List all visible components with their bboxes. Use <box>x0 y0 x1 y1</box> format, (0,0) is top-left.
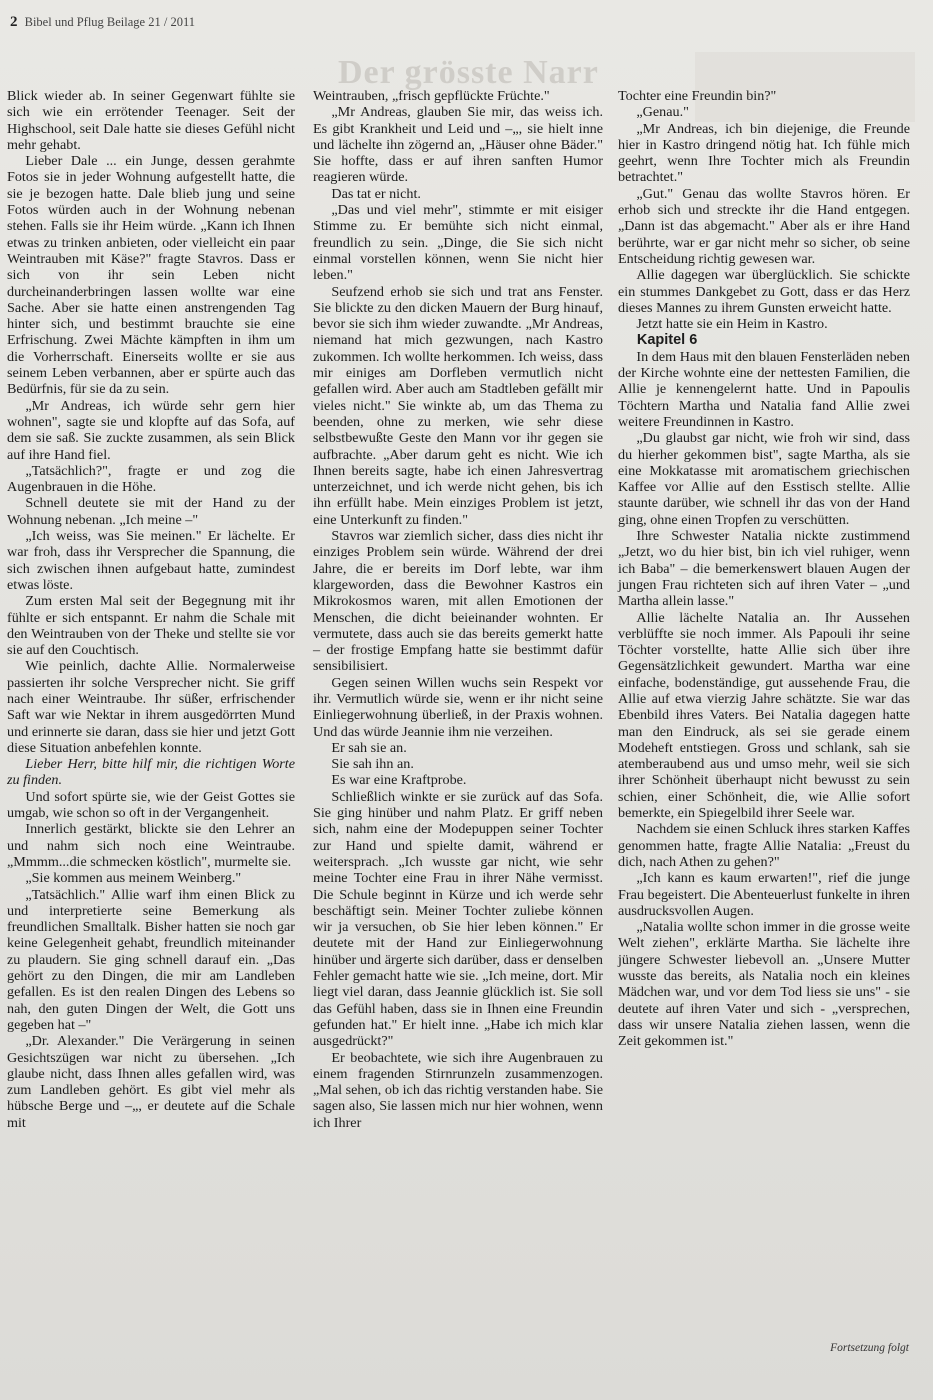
paragraph: Und sofort spürte sie, wie der Geist Gottes sie umgab, wie schon so oft in der Vergangenheit. <box>7 788 295 822</box>
paragraph: Weintrauben, „frisch gepflückte Früchte." <box>313 88 550 104</box>
paragraph: Seufzend erhob sie sich und trat ans Fenster. Sie blickte zu den dicken Mauern der Burg hinauf, bevor sie sich ihm wieder zuwandte. „Mr Andreas, niemand hat mich gezwungen, nach Kastro zukommen. Ich wollte herkommen. Ich weiss, dass mir einiges am Dorfleben vermutlich nicht gefallen wird. Aber auch am Stadtleben gefällt mir vieles nicht." Sie winkte ab, um das Thema zu beenden, ohne zu merken, wie sehr diese selbstbewußte Geste den Mann vor ihr gegen sie aufbrachte. „Aber darum geht es nicht. Wie ich Ihnen bereits sagte, habe ich einen Jahresvertrag unterzeichnet, und ich werde nicht gehen, bis ich ihn erfüllt habe. Mein einziges Problem ist jetzt, eine Unterkunft zu finden." <box>313 283 603 528</box>
paragraph: „Ich weiss, was Sie meinen." Er lächelte. Er war froh, dass ihr Versprecher die Spannung, die sich zwischen ihnen aufgebaut hatte, zumindest etwas löste. <box>7 528 295 593</box>
text-column-2 <box>313 88 603 1131</box>
paragraph: „Sie kommen aus meinem Weinberg." <box>25 870 242 887</box>
paragraph: „Du glaubst gar nicht, wie froh wir sind, dass du hierher gekommen bist", sagte Martha, als sie eine Mokkatasse mit aromatischem griechischen Kaffee vor Allie auf den Esstisch stellte. Allie staunte darüber, wie schnell ihr das von der Hand ging, ohne einen Tropfen zu verschütten. <box>618 430 910 528</box>
paragraph: Innerlich gestärkt, blickte sie den Lehrer an und nahm sich noch eine Weintraube. „Mmmm...die schmecken köstlich", murmelte sie. <box>7 821 295 870</box>
paragraph: „Dr. Alexander." Die Verärgerung in seinen Gesichtszügen war nicht zu übersehen. „Ich glaube nicht, dass Ihnen alles gefallen wird, was zum Landleben gehört. Es gibt viel mehr als hübsche Berge und –„, er deutete auf die Schale mit <box>7 1033 295 1131</box>
paragraph: „Mr Andreas, ich würde sehr gern hier wohnen", sagte sie und klopfte auf das Sofa, auf dem sie saß. Sie zuckte zusammen, als sein Blick auf ihre Hand fiel. <box>7 397 295 463</box>
paragraph: „Tatsächlich?", fragte er und zog die Augenbrauen in die Höhe. <box>7 462 295 496</box>
paragraph: „Ich kann es kaum erwarten!", rief die junge Frau begeistert. Die Abenteuerlust funkelte in ihren ausdrucksvollen Augen. <box>618 870 910 919</box>
paragraph: „Natalia wollte schon immer in die grosse weite Welt ziehen", erklärte Martha. Sie lächelte ihre jüngere Schwester liebevoll an. „Unsere Mutter wusste das bereits, als Natalia noch ein kleines Mädchen war, und vor dem Tod liess sie uns" - sie deutete auf ihren Vater und sich - „versprechen, dass wir unsere Natalia ziehen lassen, wenn die Zeit gekommen ist." <box>618 919 910 1050</box>
paragraph: „Tatsächlich." Allie warf ihm einen Blick zu und interpretierte seine Bemerkung als freundlichen Smalltalk. Bisher hatten sie noch gar keine Gelegenheit gehabt, freundlich miteinander zu plaudern. Sie ging schnell darauf ein. „Das gehört zu den Dingen, die mir am Landleben gefallen. Es ist den realen Dingen des Lebens so nah, den guten Dingen der Welt, die Gott uns gegeben hat –" <box>7 886 295 1033</box>
paragraph: „Das und viel mehr", stimmte er mit eisiger Stimme zu. Er bemühte sich nicht einmal, freundlich zu sein. „Dinge, die Sie sich nicht einmal vorstellen können, wenn Sie nicht hier leben." <box>313 202 603 284</box>
paragraph: Stavros war ziemlich sicher, dass dies nicht ihr einziges Problem sein würde. Während der drei Jahre, die er bereits im Dorf lebte, war ihm klargeworden, dass die Bewohner Kastros ein Mikrokosmos waren, mit allen Emotionen der Menschen, die dicht beieinander wohnten. Er vermutete, dass auch sie das bereits gemerkt hatte – der frostige Empfang hatte sie bestimmt dafür sensibilisiert. <box>313 528 603 675</box>
paragraph: Nachdem sie einen Schluck ihres starken Kaffes genommen hatte, fragte Allie Natalia: „Freust du dich, nach Athen zu gehen?" <box>618 821 910 870</box>
paragraph: Sie sah ihn an. <box>331 756 414 773</box>
paragraph: Schnell deutete sie mit der Hand zu der Wohnung nebenan. „Ich meine –" <box>7 495 295 528</box>
paragraph: Er beobachtete, wie sich ihre Augenbrauen zu einem fragenden Stirnrunzeln zusammenzogen. „Mal sehen, ob ich das richtig verstanden habe. Sie sagen also, Sie lassen mich nur hier wohnen, wenn ich Ihrer <box>313 1049 603 1131</box>
text-column-1 <box>7 88 295 1131</box>
paragraph: Tochter eine Freundin bin?" <box>618 88 777 104</box>
paragraph: Lieber Herr, bitte hilf mir, die richtigen Worte zu finden. <box>7 756 295 789</box>
chapter-heading: Kapitel 6 <box>636 332 698 349</box>
paragraph: Ihre Schwester Natalia nickte zustimmend „Jetzt, wo du hier bist, bin ich viel ruhiger, wenn ich Baba" – die bemerkenswert blauen Augen der jungen Frau richteten sich auf ihren Vater – „und Martha allein lasse." <box>618 528 910 610</box>
bleed-through-title: Der grösste Narr <box>338 54 599 91</box>
publication-title: Bibel und Pflug Beilage 21 / 2011 <box>24 15 195 29</box>
paragraph: „Genau." <box>636 104 689 121</box>
paragraph: Das tat er nicht. <box>331 185 421 202</box>
paragraph: Es war eine Kraftprobe. <box>331 772 467 789</box>
paragraph: „Mr Andreas, glauben Sie mir, das weiss ich. Es gibt Krankheit und Leid und –„, sie hielt inne und lächelte ihn zögernd an, „Häuser ohne Bäder." Sie hoffte, dass er auf ihren sanften Humor reagieren würde. <box>313 104 603 186</box>
paragraph: Gegen seinen Willen wuchs sein Respekt vor ihr. Vermutlich würde sie, wenn er ihr nicht seine Einliegerwohnung überließ, in der Praxis wohnen. Und das würde Jeannie ihm nie verzeihen. <box>313 674 603 740</box>
paragraph: Jetzt hatte sie ein Heim in Kastro. <box>636 316 828 333</box>
paragraph: „Gut." Genau das wollte Stavros hören. Er erhob sich und streckte ihr die Hand entgegen. „Dann ist das abgemacht." Aber als er ihre Hand berührte, war er gar nicht mehr so sicher, ob seine Entscheidung richtig gewesen war. <box>618 185 910 267</box>
page-number: 2 <box>10 14 18 30</box>
paragraph: In dem Haus mit den blauen Fensterläden neben der Kirche wohnte eine der nettesten Familien, die Allie je kennengelernt hatte. Und in Papoulis Töchtern Martha und Natalia fand Allie zwei weitere Freundinnen in Kastro. <box>618 348 910 430</box>
page-header <box>10 14 195 31</box>
paragraph: Zum ersten Mal seit der Begegnung mit ihr fühlte er sich entspannt. Er nahm die Schale mit den Weintrauben von der Theke und stellte sie vor sie auf den Couchtisch. <box>7 593 295 659</box>
paragraph: Blick wieder ab. In seiner Gegenwart fühlte sie sich wie ein errötender Teenager. Seit der Highschool, seit Dale hatte sie dieses Gefühl nicht mehr gehabt. <box>7 88 295 153</box>
paragraph: Wie peinlich, dachte Allie. Normalerweise passierten ihr solche Versprecher nicht. Sie griff nach einer Weintraube. Ihr süßer, erfrischender Saft war wie Nektar in ihrem ausgedörrten Mund und erinnerte sie daran, dass sie hier und jetzt Gott diese Situation anbefehlen konnte. <box>7 658 295 756</box>
paragraph: „Mr Andreas, ich bin diejenige, die Freunde hier in Kastro dringend nötig hat. Ich fühle mich geehrt, wenn Ihre Tochter mich als Freundin betrachtet." <box>618 120 910 186</box>
paragraph: Schließlich winkte er sie zurück auf das Sofa. Sie ging hinüber und nahm Platz. Er griff neben sich, nahm eine der Modepuppen seiner Tochter zur Hand und spielte damit, während er weitersprach. „Ich wusste gar nicht, wie sehr meine Tochter eine Frau in ihrer Nähe vermisst. Die Schule beginnt in Kürze und ich werde sehr beschäftigt sein. Meiner Tochter zuliebe können wir ja versuchen, ob Sie hier leben können." Er deutete mit der Hand zur Einliegerwohnung hinüber und ärgerte sich darüber, dass er denselben Fehler gemacht hatte wie sie. „Ich meine, dort. Mir liegt viel daran, dass Jeannie glücklich ist. Sie soll das Gefühl haben, dass sie in Ihnen eine Freundin gefunden hat." Er hielt inne. „Habe ich mich klar ausgedrückt?" <box>313 788 603 1050</box>
paragraph: Allie dagegen war überglücklich. Sie schickte ein stummes Dankgebet zu Gott, dass er das Herz dieses Mannes zu ihrem Gunsten erweicht hatte. <box>618 267 910 316</box>
paragraph: Allie lächelte Natalia an. Ihr Aussehen verblüffte sie noch immer. Als Papouli ihr seine Töchter vorstellte, hatte Allie sich über ihre Gegensätzlichkeit gewundert. Martha war eine einfache, bodenständige, gut aussehende Frau, die Allie auf etwa vierzig Jahre schätzte. Sie war das Ebenbild ihres Vaters. Bei Natalia dagegen hatte man den Eindruck, als sei sie gerade einem Modeheft entstiegen. Gross und schlank, sah sie atemberaubend aus und umso mehr, weil sie sich ihrer Schönheit überhaupt nicht bewusst zu sein schien, einer Schönheit, die, wie Allie sofort bemerkte, ein Spiegelbild ihrer Seele war. <box>618 609 910 822</box>
text-column-3 <box>618 88 910 1050</box>
continuation-note: Fortsetzung folgt <box>830 1342 909 1354</box>
paragraph: Lieber Dale ... ein Junge, dessen gerahmte Fotos sie in jeder Wohnung aufgestellt hatte, die sie je bezogen hatte. Dale blieb jung und seine Fotos würden auch in der Wohnung nebenan stehen. Falls sie ihr Heim würde. „Kann ich Ihnen etwas zu trinken anbieten, oder vielleicht ein paar Weintrauben mit Käse?" fragte Stavros. Dass er sich von ihr sein Leben nicht durcheinanderbringen lassen wollte war eine Sache. Aber sie hatte einen anstrengenden Tag hinter sich, und bestimmt brauchte sie eine Erfrischung. Zwei Mächte kämpften in ihm um die Vorherrschaft. Einerseits wollte er sie aus seinem Leben verbannen, aber er spürte auch das Bedürfnis, für sie da zu sein. <box>7 153 295 398</box>
paragraph: Er sah sie an. <box>331 739 407 756</box>
